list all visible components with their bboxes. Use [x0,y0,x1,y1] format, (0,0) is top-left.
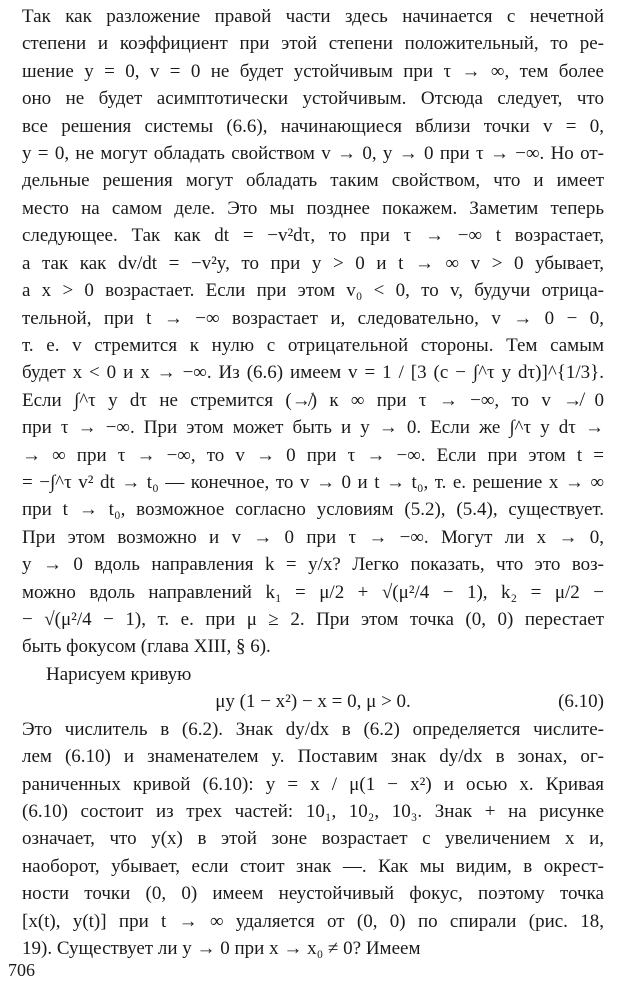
text-line: y → 0 вдоль направления k = y/x? Легко показать, что это воз- [22,554,604,575]
text-line: раниченных кривой (6.10): y = x / μ(1 − x²) и осью x. Кривая [22,774,604,795]
text-line: степени и коэффициент при этой степени положительный, то ре- [22,33,604,54]
text-line: а x > 0 возрастает. Если при этом v₀ < 0, то v, будучи отрица- [22,280,604,301]
text-line: при t → t₀, возможное согласно условиям (5.2), (5.4), существует. [22,499,604,520]
text-line: дельные решения могут обладать таким свойством, что и имеет [22,170,604,191]
text-line: Так как разложение правой части здесь начинается с нечетной [22,6,604,27]
text-line: наоборот, убывает, если стоит знак —. Как мы видим, в окрест- [22,856,604,877]
text-line: (6.10) состоит из трех частей: 10₁, 10₂, 10₃. Знак + на рисунке [22,801,604,822]
text-line: все решения системы (6.6), начинающиеся вблизи точки v = 0, [22,116,604,137]
text-line: Это числитель в (6.2). Знак dy/dx в (6.2) определяется числите- [22,719,604,740]
text-line: шение y = 0, v = 0 не будет устойчивым при τ → ∞, тем более [22,61,604,82]
text-line: ности точки (0, 0) имеем неустойчивый фокус, поэтому точка [22,883,604,904]
text-line: а так как dv/dt = −v²y, то при y > 0 и t → ∞ v > 0 убывает, [22,253,604,274]
text-line: Если ∫^τ y dτ не стремится (↛) к ∞ при τ → −∞, то v ↛ 0 [22,390,604,411]
text-line: будет x < 0 и x → −∞. Из (6.6) имеем v = 1 / [3 (c − ∫^τ y dτ)]^{1/3}. [22,362,604,383]
text-line: − √(μ²/4 − 1), т. е. при μ ≥ 2. При этом точка (0, 0) перестает [22,609,604,630]
text-line: при τ → −∞. При этом может быть и y → 0. Если же ∫^τ y dτ → [22,417,604,438]
text-line: следующее. Так как dt = −v²dτ, то при τ → −∞ t возрастает, [22,225,604,246]
text-line: = −∫^τ v² dt → t₀ — конечное, то v → 0 и t → t₀, т. е. решение x → ∞ [22,472,604,493]
equation-number: (6.10) [558,691,604,712]
text-line: можно вдоль направлений k₁ = μ/2 + √(μ²/4 − 1), k₂ = μ/2 − [22,582,604,603]
text-line: Нарисуем кривую [46,664,192,685]
page-number: 706 [8,960,35,980]
text-line: лем (6.10) и знаменателем y. Поставим знак dy/dx в зонах, ог- [22,746,604,767]
text-line: место на самом деле. Это мы позднее покажем. Заметим теперь [22,198,604,219]
text-line: быть фокусом (глава XIII, § 6). [22,636,271,657]
text-line: означает, что y(x) в этой зоне возрастает с увеличением x и, [22,828,604,849]
text-line: → ∞ при τ → −∞, то v → 0 при τ → −∞. Если при этом t = [22,445,604,466]
text-line: тельной, при t → −∞ возрастает и, следовательно, v → 0 − 0, [22,308,604,329]
text-line: y = 0, не могут обладать свойством v → 0, y → 0 при τ → −∞. Но от- [22,143,604,164]
text-line: При этом возможно и v → 0 при τ → −∞. Могут ли x → 0, [22,527,604,548]
text-line: оно не будет асимптотически устойчивым. Отсюда следует, что [22,88,604,109]
text-line: [x(t), y(t)] при t → ∞ удаляется от (0, 0) по спирали (рис. 18, [22,911,604,932]
text-line: т. е. v стремится к нулю с отрицательной стороны. Тем самым [22,335,604,356]
equation: μy (1 − x²) − x = 0, μ > 0. [215,691,411,712]
text-line: 19). Существует ли y → 0 при x → x₀ ≠ 0? Имеем [22,938,421,959]
